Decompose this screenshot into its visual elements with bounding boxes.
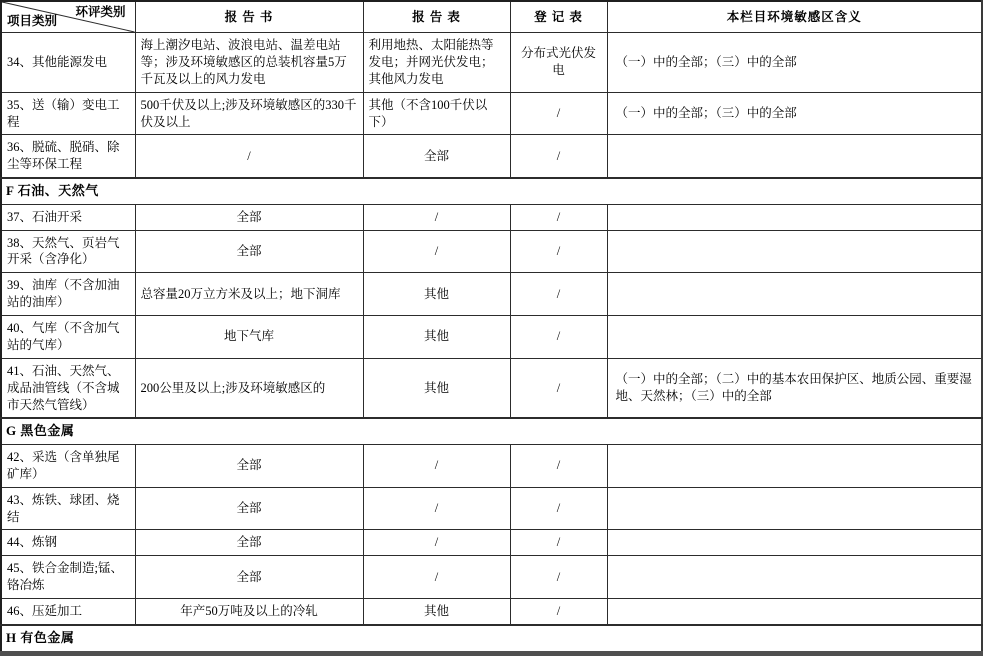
- corner-top-label: 环评类别: [75, 5, 126, 19]
- table-cell: 35、送（输）变电工程: [1, 92, 135, 135]
- table-cell: [607, 530, 982, 556]
- table-cell: /: [510, 444, 607, 487]
- table-cell: /: [363, 487, 510, 530]
- table-cell: 其他: [363, 599, 510, 625]
- table-header: [1, 1, 982, 33]
- table-cell: [607, 556, 982, 599]
- table-cell: /: [510, 358, 607, 418]
- table-body: [1, 33, 982, 654]
- table-cell: 38、天然气、页岩气开采（含净化）: [1, 230, 135, 273]
- table-cell: 其他: [363, 316, 510, 359]
- table-cell: /: [510, 204, 607, 230]
- table-cell: /: [363, 230, 510, 273]
- table-cell: /: [510, 230, 607, 273]
- table-row: [1, 204, 982, 230]
- table-cell: /: [363, 204, 510, 230]
- table-cell: （一）中的全部；（三）中的全部: [607, 92, 982, 135]
- table-cell: （一）中的全部；（二）中的基本农田保护区、地质公园、重要湿地、天然林；（三）中的全部: [607, 358, 982, 418]
- table-row: [1, 358, 982, 418]
- table-cell: /: [510, 556, 607, 599]
- table-cell: 46、压延加工: [1, 599, 135, 625]
- table-cell: /: [510, 487, 607, 530]
- table-cell: 利用地热、太阳能热等发电；并网光伏发电；其他风力发电: [363, 33, 510, 93]
- table-cell: 全部: [135, 204, 363, 230]
- table-cell: 43、炼铁、球团、烧结: [1, 487, 135, 530]
- table-cell: 全部: [363, 135, 510, 178]
- table-cell: /: [510, 92, 607, 135]
- table-cell: 45、铁合金制造;锰、铬冶炼: [1, 556, 135, 599]
- table-cell: 44、炼钢: [1, 530, 135, 556]
- table-cell: 500千伏及以上;涉及环境敏感区的330千伏及以上: [135, 92, 363, 135]
- section-row: [1, 178, 982, 204]
- column-header-registration-form: 登 记 表: [510, 1, 607, 33]
- table-cell: 42、采选（含单独尾矿库）: [1, 444, 135, 487]
- table-cell: 其他: [363, 358, 510, 418]
- table-row: [1, 92, 982, 135]
- table-cell: /: [363, 444, 510, 487]
- table-cell: （一）中的全部；（三）中的全部: [607, 33, 982, 93]
- table-row: [1, 33, 982, 93]
- table-cell: 全部: [135, 444, 363, 487]
- section-label: G 黑色金属: [1, 418, 982, 444]
- table-cell: 分布式光伏发电: [510, 33, 607, 93]
- table-cell: 41、石油、天然气、成品油管线（不含城市天然气管线）: [1, 358, 135, 418]
- table-cell: [607, 204, 982, 230]
- table-row: [1, 556, 982, 599]
- column-header-report-form: 报 告 表: [363, 1, 510, 33]
- table-cell: /: [135, 135, 363, 178]
- table-row: [1, 230, 982, 273]
- corner-bottom-label: 项目类别: [7, 14, 58, 29]
- table-cell: 36、脱硫、脱硝、除尘等环保工程: [1, 135, 135, 178]
- table-cell: /: [510, 135, 607, 178]
- table-row: [1, 487, 982, 530]
- section-label: F 石油、天然气: [1, 178, 982, 204]
- table-cell: [607, 316, 982, 359]
- table-cell: /: [510, 599, 607, 625]
- table-cell: [607, 444, 982, 487]
- table-cell: 年产50万吨及以上的冷轧: [135, 599, 363, 625]
- corner-header-cell: [1, 1, 135, 33]
- table-cell: /: [363, 530, 510, 556]
- table-cell: /: [510, 316, 607, 359]
- table-cell: /: [363, 556, 510, 599]
- table-row: [1, 273, 982, 316]
- column-header-sensitive-area-meaning: 本栏目环境敏感区含义: [607, 1, 982, 33]
- table-cell: 其他: [363, 273, 510, 316]
- table-cell: 全部: [135, 487, 363, 530]
- table-cell: 200公里及以上;涉及环境敏感区的: [135, 358, 363, 418]
- section-row: [1, 625, 982, 653]
- section-label: H 有色金属: [1, 625, 982, 653]
- table-cell: 全部: [135, 530, 363, 556]
- column-header-report-book: 报 告 书: [135, 1, 363, 33]
- table-cell: [607, 599, 982, 625]
- table-cell: 39、油库（不含加油站的油库）: [1, 273, 135, 316]
- table-row: [1, 444, 982, 487]
- table-cell: 全部: [135, 230, 363, 273]
- table-cell: [607, 273, 982, 316]
- table-cell: /: [510, 530, 607, 556]
- table-cell: 地下气库: [135, 316, 363, 359]
- table-cell: /: [510, 273, 607, 316]
- table-row: [1, 599, 982, 625]
- header-row: [1, 1, 982, 33]
- table-cell: 全部: [135, 556, 363, 599]
- section-row: [1, 418, 982, 444]
- table-row: [1, 316, 982, 359]
- table-cell: 总容量20万立方米及以上；地下洞库: [135, 273, 363, 316]
- table-cell: [607, 487, 982, 530]
- table-cell: [607, 230, 982, 273]
- table-row: [1, 135, 982, 178]
- table-cell: 34、其他能源发电: [1, 33, 135, 93]
- table-cell: 37、石油开采: [1, 204, 135, 230]
- table-cell: 其他（不含100千伏以下）: [363, 92, 510, 135]
- table-row: [1, 530, 982, 556]
- table-cell: 海上潮汐电站、波浪电站、温差电站等；涉及环境敏感区的总装机容量5万千瓦及以上的风力发电: [135, 33, 363, 93]
- table-cell: 40、气库（不含加气站的气库）: [1, 316, 135, 359]
- table-cell: [607, 135, 982, 178]
